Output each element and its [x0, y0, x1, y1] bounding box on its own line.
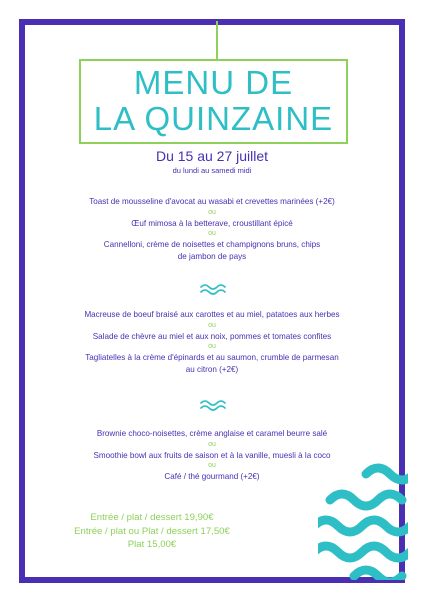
- or-separator: ou: [208, 230, 216, 237]
- or-separator: ou: [208, 440, 216, 448]
- price-main-only: Plat 15,00€: [127, 539, 177, 550]
- dessert-item: Brownie choco-noisettes, crème anglaise et caramel beurre salé: [96, 429, 328, 438]
- or-separator: ou: [208, 321, 216, 329]
- main-item-cont: au citron (+2€): [185, 364, 239, 374]
- wave-icon: [200, 399, 226, 411]
- starter-item: Œuf mimosa à la betterave, croustillant épicé: [131, 218, 293, 228]
- dessert-item: Café / thé gourmand (+2€): [164, 472, 260, 481]
- main-item: Macreuse de boeuf braisé aux carottes et au miel, patatoes aux herbes: [84, 310, 340, 319]
- title-box: [79, 59, 348, 144]
- starter-item: Cannelloni, crème de noisettes et champignons bruns, chips: [103, 240, 321, 249]
- main-item: Tagliatelles à la crème d'épinards et au saumon, crumble de parmesan: [85, 353, 339, 362]
- starter-item-cont: de jambon de pays: [177, 251, 247, 261]
- or-separator: ou: [208, 343, 216, 350]
- main-item: Salade de chèvre au miel et aux noix, pommes et tomates confites: [92, 331, 332, 341]
- dessert-item: Smoothie bowl aux fruits de saison et à la vanille, muesli à la coco: [93, 450, 331, 460]
- title-line-1: MENU DE: [133, 64, 294, 101]
- price-list: [52, 511, 252, 552]
- wave-pattern-icon: [318, 460, 408, 580]
- starter-item: Toast de mousseline d'avocat au wasabi et crevettes marinées (+2€): [89, 197, 335, 206]
- or-separator: ou: [208, 462, 216, 469]
- starters-section: [52, 196, 372, 262]
- price-full-formula: Entrée / plat / dessert 19,90€: [90, 512, 214, 523]
- mains-section: [52, 309, 372, 375]
- wave-icon: [200, 283, 226, 295]
- date-range: Du 15 au 27 juillet: [155, 148, 269, 164]
- or-separator: ou: [208, 208, 216, 216]
- price-two-course-formula: Entrée / plat ou Plat / dessert 17,50€: [74, 525, 230, 537]
- hanging-line: [216, 21, 218, 61]
- service-days: du lundi au samedi midi: [172, 166, 252, 175]
- title-line-2: LA QUINZAINE: [93, 100, 334, 137]
